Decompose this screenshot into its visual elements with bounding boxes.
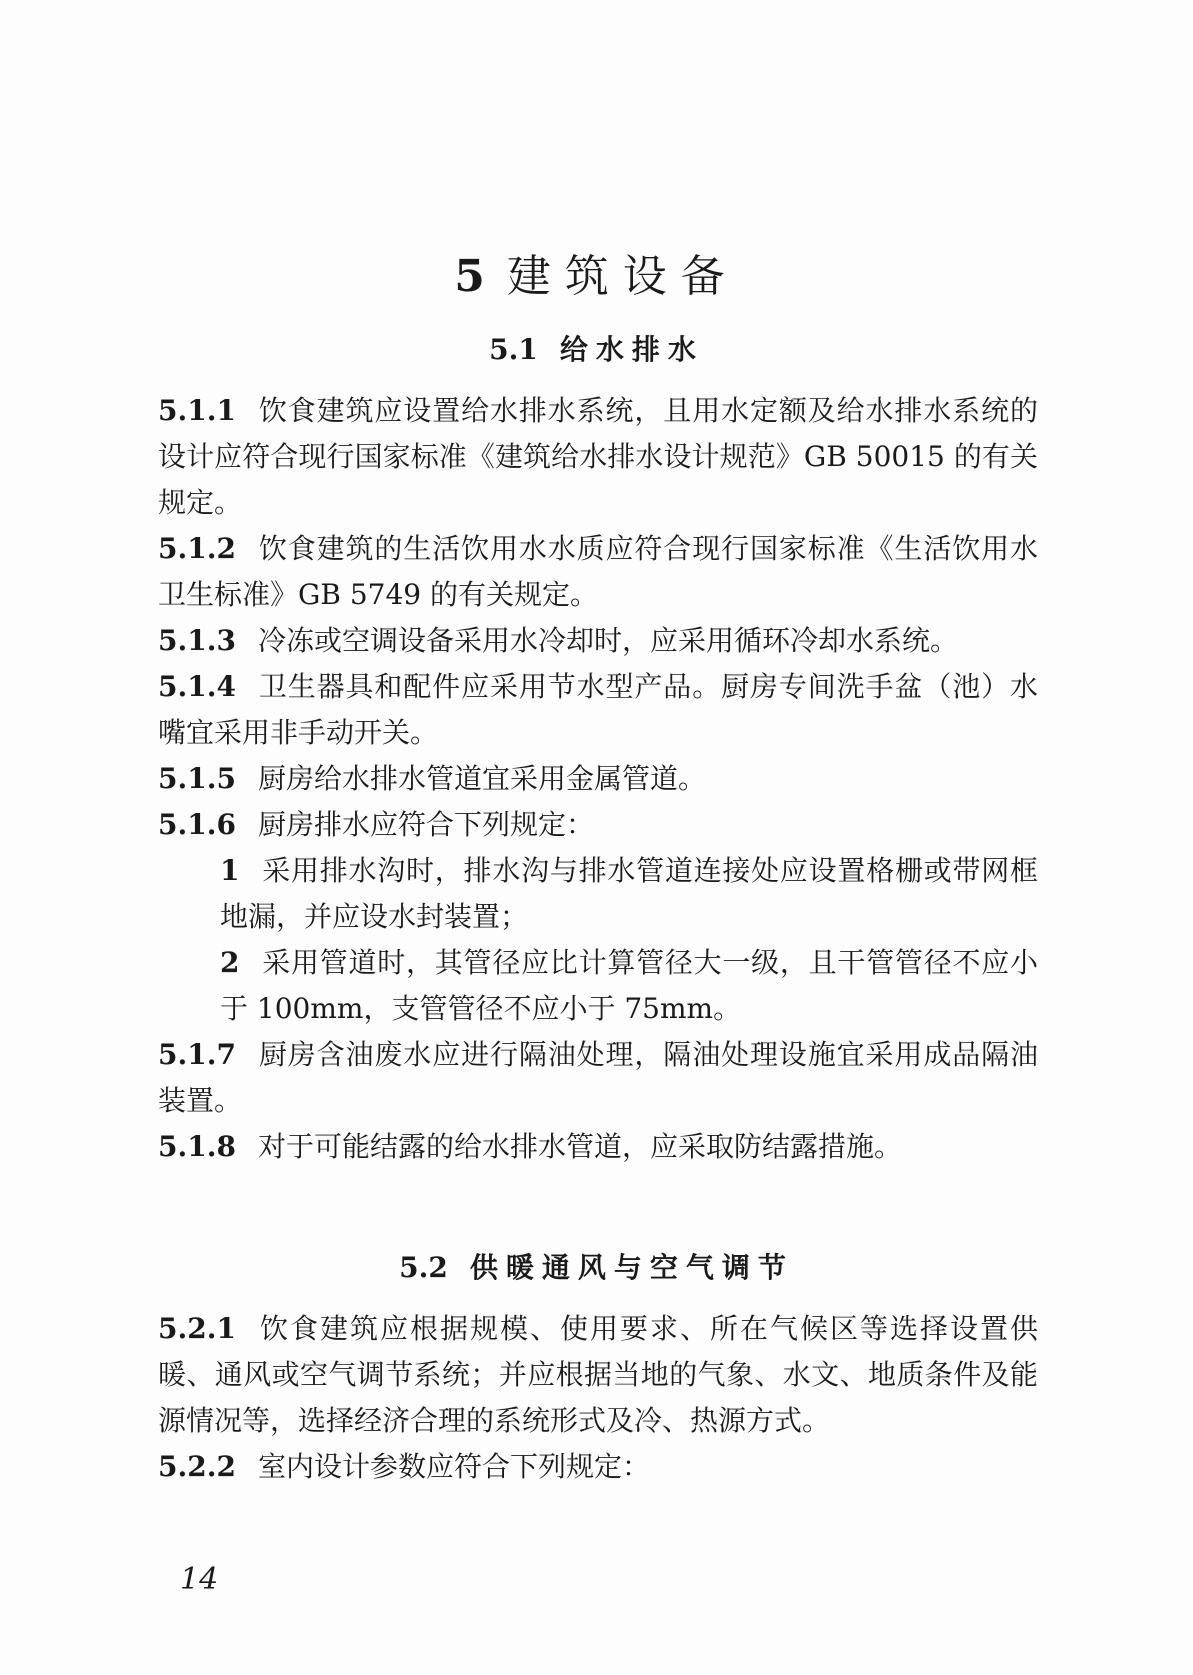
item-number: 1 xyxy=(220,854,240,887)
clause-number: 5.2.2 xyxy=(158,1450,236,1483)
clause-text: 对于可能结露的给水排水管道，应采取防结露措施。 xyxy=(257,1130,902,1163)
clause-5-2-1 xyxy=(158,1306,1038,1444)
clause-text: 饮食建筑应根据规模、使用要求、所在气候区等选择设置供暖、通风或空气调节系统；并应根据当地的气象、水文、地质条件及能源情况等，选择经济合理的系统形式及冷、热源方式。 xyxy=(158,1312,1038,1437)
clause-text: 厨房排水应符合下列规定： xyxy=(257,808,594,841)
section-title: 供暖通风与空气调节 xyxy=(469,1251,794,1284)
item-number: 2 xyxy=(220,946,240,979)
clause-text: 冷冻或空调设备采用水冷却时，应采用循环冷却水系统。 xyxy=(257,624,958,657)
clause-number: 5.1.5 xyxy=(158,762,236,795)
clause-text: 饮食建筑的生活饮用水水质应符合现行国家标准《生活饮用水卫生标准》GB 5749 的有关规定。 xyxy=(158,532,1038,611)
clause-text: 厨房给水排水管道宜采用金属管道。 xyxy=(257,762,706,795)
clause-number: 5.1.8 xyxy=(158,1130,236,1163)
section-5-1-body xyxy=(158,388,1038,1170)
clause-5-1-2 xyxy=(158,526,1038,618)
clause-number: 5.1.4 xyxy=(158,670,236,703)
clause-number: 5.1.7 xyxy=(158,1038,236,1071)
chapter-number: 5 xyxy=(454,251,485,302)
list-item-2 xyxy=(158,940,1038,1032)
item-text: 采用管道时，其管径应比计算管径大一级，且干管管径不应小于 100mm，支管管径不应小于 75mm。 xyxy=(220,946,1038,1025)
clause-5-1-1 xyxy=(158,388,1038,526)
clause-number: 5.2.1 xyxy=(158,1312,236,1345)
item-text: 采用排水沟时，排水沟与排水管道连接处应设置格栅或带网框地漏，并应设水封装置； xyxy=(220,854,1038,933)
section-number: 5.2 xyxy=(399,1251,448,1284)
clause-5-1-8 xyxy=(158,1124,1038,1170)
clause-5-1-6 xyxy=(158,802,1038,848)
clause-5-1-5 xyxy=(158,756,1038,802)
section-title: 给水排水 xyxy=(559,333,704,366)
clause-text: 饮食建筑应设置给水排水系统，且用水定额及给水排水系统的设计应符合现行国家标准《建筑给水排水设计规范》GB 50015 的有关规定。 xyxy=(158,394,1038,519)
clause-5-1-7 xyxy=(158,1032,1038,1124)
clause-5-2-2 xyxy=(158,1444,1038,1490)
clause-text: 卫生器具和配件应采用节水型产品。厨房专间洗手盆（池）水嘴宜采用非手动开关。 xyxy=(158,670,1038,749)
chapter-heading xyxy=(0,240,1193,304)
clause-text: 室内设计参数应符合下列规定： xyxy=(257,1450,650,1483)
clause-text: 厨房含油废水应进行隔油处理，隔油处理设施宜采用成品隔油装置。 xyxy=(158,1038,1038,1117)
page-number: 14 xyxy=(180,1562,219,1597)
clause-5-1-4 xyxy=(158,664,1038,756)
clause-number: 5.1.3 xyxy=(158,624,236,657)
chapter-title: 建筑设备 xyxy=(506,251,739,302)
section-heading-5-1 xyxy=(0,328,1193,368)
section-5-2-body xyxy=(158,1306,1038,1490)
list-item-1 xyxy=(158,848,1038,940)
clause-number: 5.1.6 xyxy=(158,808,236,841)
clause-5-1-3 xyxy=(158,618,1038,664)
section-number: 5.1 xyxy=(489,333,538,366)
section-heading-5-2 xyxy=(0,1246,1193,1286)
clause-number: 5.1.2 xyxy=(158,532,236,565)
clause-number: 5.1.1 xyxy=(158,394,236,427)
